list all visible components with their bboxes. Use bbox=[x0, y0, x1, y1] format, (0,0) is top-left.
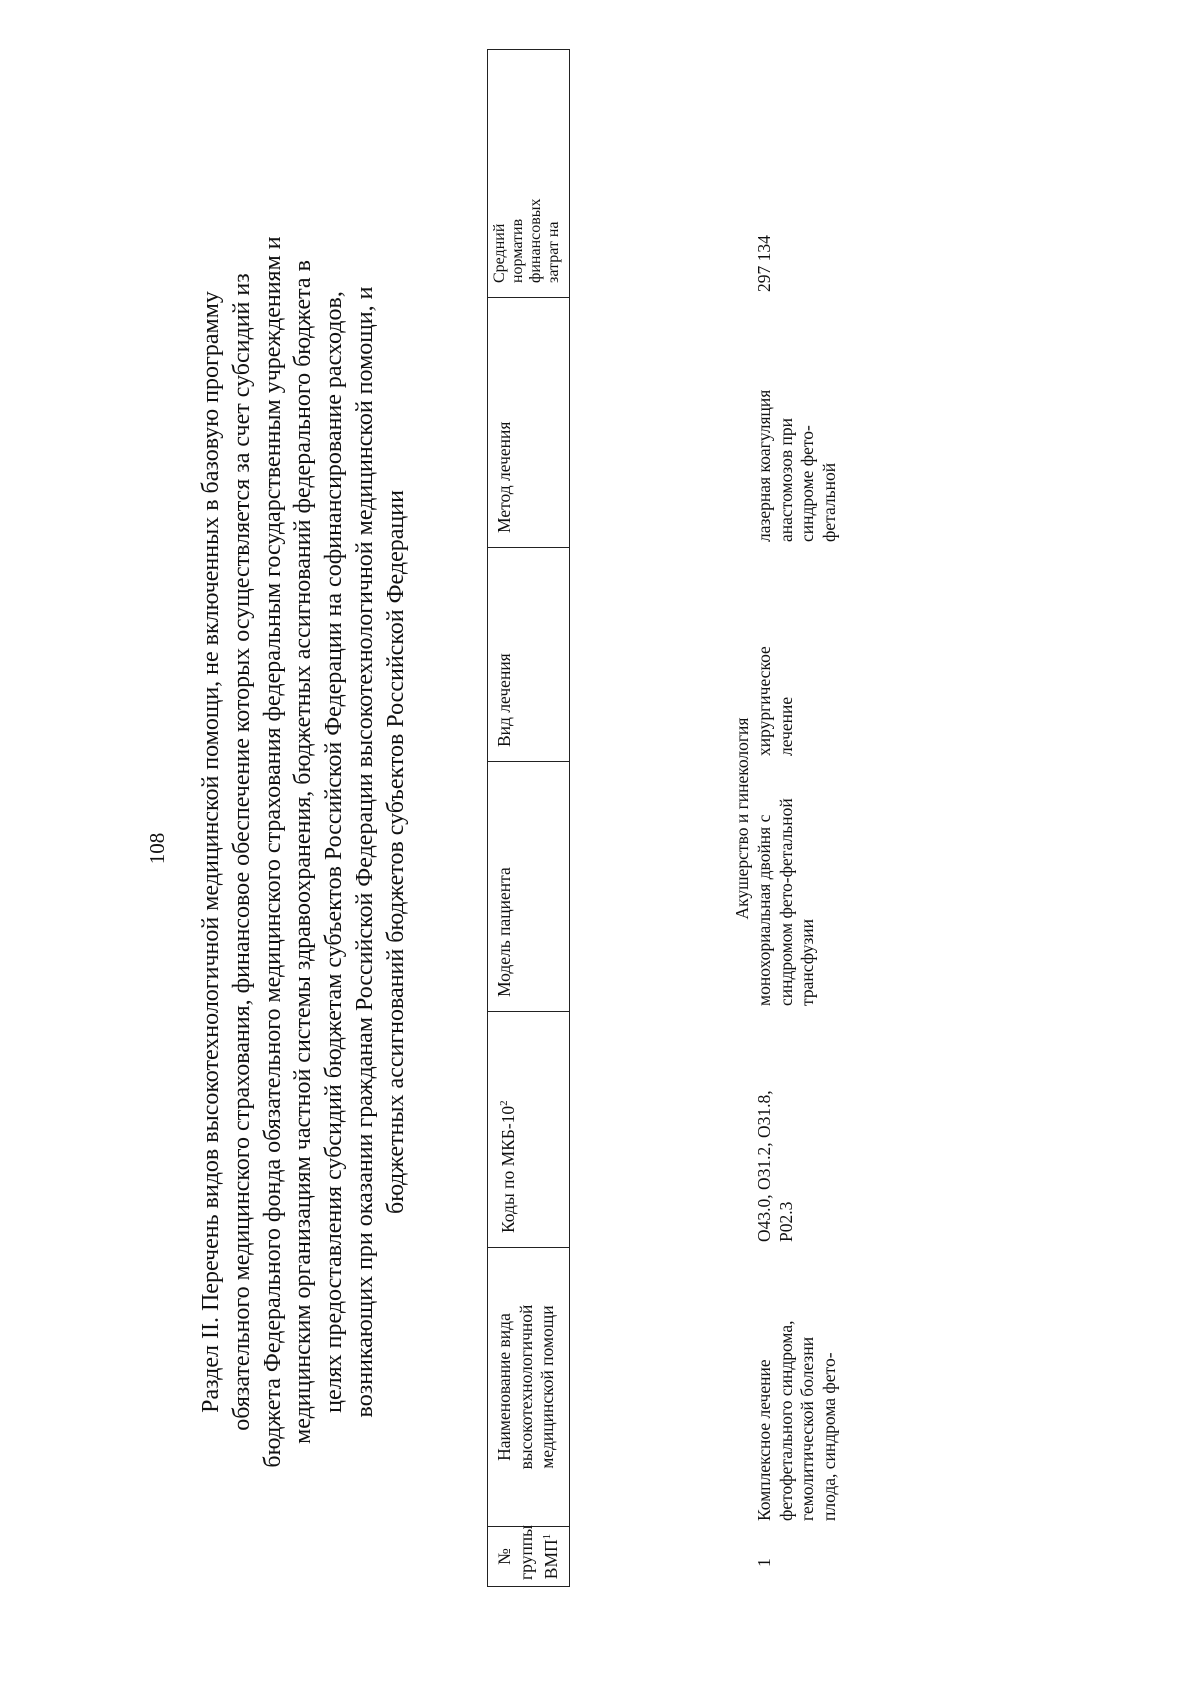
treatment-method-cell: лазерная коагуляция анастомозов при синдроме фето- фетальной bbox=[754, 389, 839, 542]
page-number: 108 bbox=[145, 832, 169, 865]
table-body bbox=[754, 50, 850, 1587]
group-no-cell: 1 bbox=[754, 1558, 774, 1567]
header-name: Наименование вида высокотехнологичной медицинской помощи bbox=[488, 1248, 570, 1527]
heading-line: Раздел II. Перечень видов высокотехнологичной медицинской помощи, не включенных в базовую программу bbox=[198, 291, 224, 1413]
heading-line: бюджета Федерального фонда обязательного медицинского страхования федеральным государственным учреждениям и bbox=[259, 236, 286, 1468]
header-patient-model: Модель пациента bbox=[488, 762, 570, 1012]
treatment-type-cell: хирургическое лечение bbox=[754, 646, 796, 756]
patient-model-cell: монохориальная двойня с синдромом фето-фетальной трансфузии bbox=[754, 798, 817, 1006]
name-cell: Комплексное лечение фетофетального синдрома, гемолитической болезни плода, синдрома фето- bbox=[754, 1320, 839, 1521]
heading-line: целях предоставления субсидий бюджетам субъектов Российской Федерации на софинансирование расходов, bbox=[321, 291, 348, 1413]
section-title: Акушерство и гинекология bbox=[732, 717, 752, 920]
header-codes: Коды по МКБ-$10^2$ bbox=[488, 1012, 570, 1248]
table-header bbox=[487, 49, 570, 1587]
cost-cell: 297 134 bbox=[754, 235, 774, 292]
header-avg-norm: Средний норматив финансовых затрат на bbox=[488, 50, 570, 298]
header-treatment-method: Метод лечения bbox=[488, 298, 570, 548]
header-treatment-type: Вид лечения bbox=[488, 548, 570, 762]
heading-line: возникающих при оказании гражданам Российской Федерации высокотехнологичной медицинской помощи, и bbox=[351, 286, 378, 1418]
heading-line: медицинским организациям частной системы здравоохранения, бюджетных ассигнований федерального бюджета в bbox=[290, 260, 317, 1444]
codes-cell: O43.0, O31.2, O31.8, P02.3 bbox=[754, 1090, 796, 1242]
heading-line: обязательного медицинского страхования, финансовое обеспечение которых осуществляется за счет субсидий из bbox=[228, 273, 255, 1431]
header-group-no: № группы ВМП$^1$ bbox=[488, 1527, 570, 1587]
table-row bbox=[754, 50, 850, 1587]
heading-line: бюджетных ассигнований бюджетов субъектов Российской Федерации bbox=[382, 490, 409, 1214]
section-heading bbox=[196, 157, 412, 1547]
